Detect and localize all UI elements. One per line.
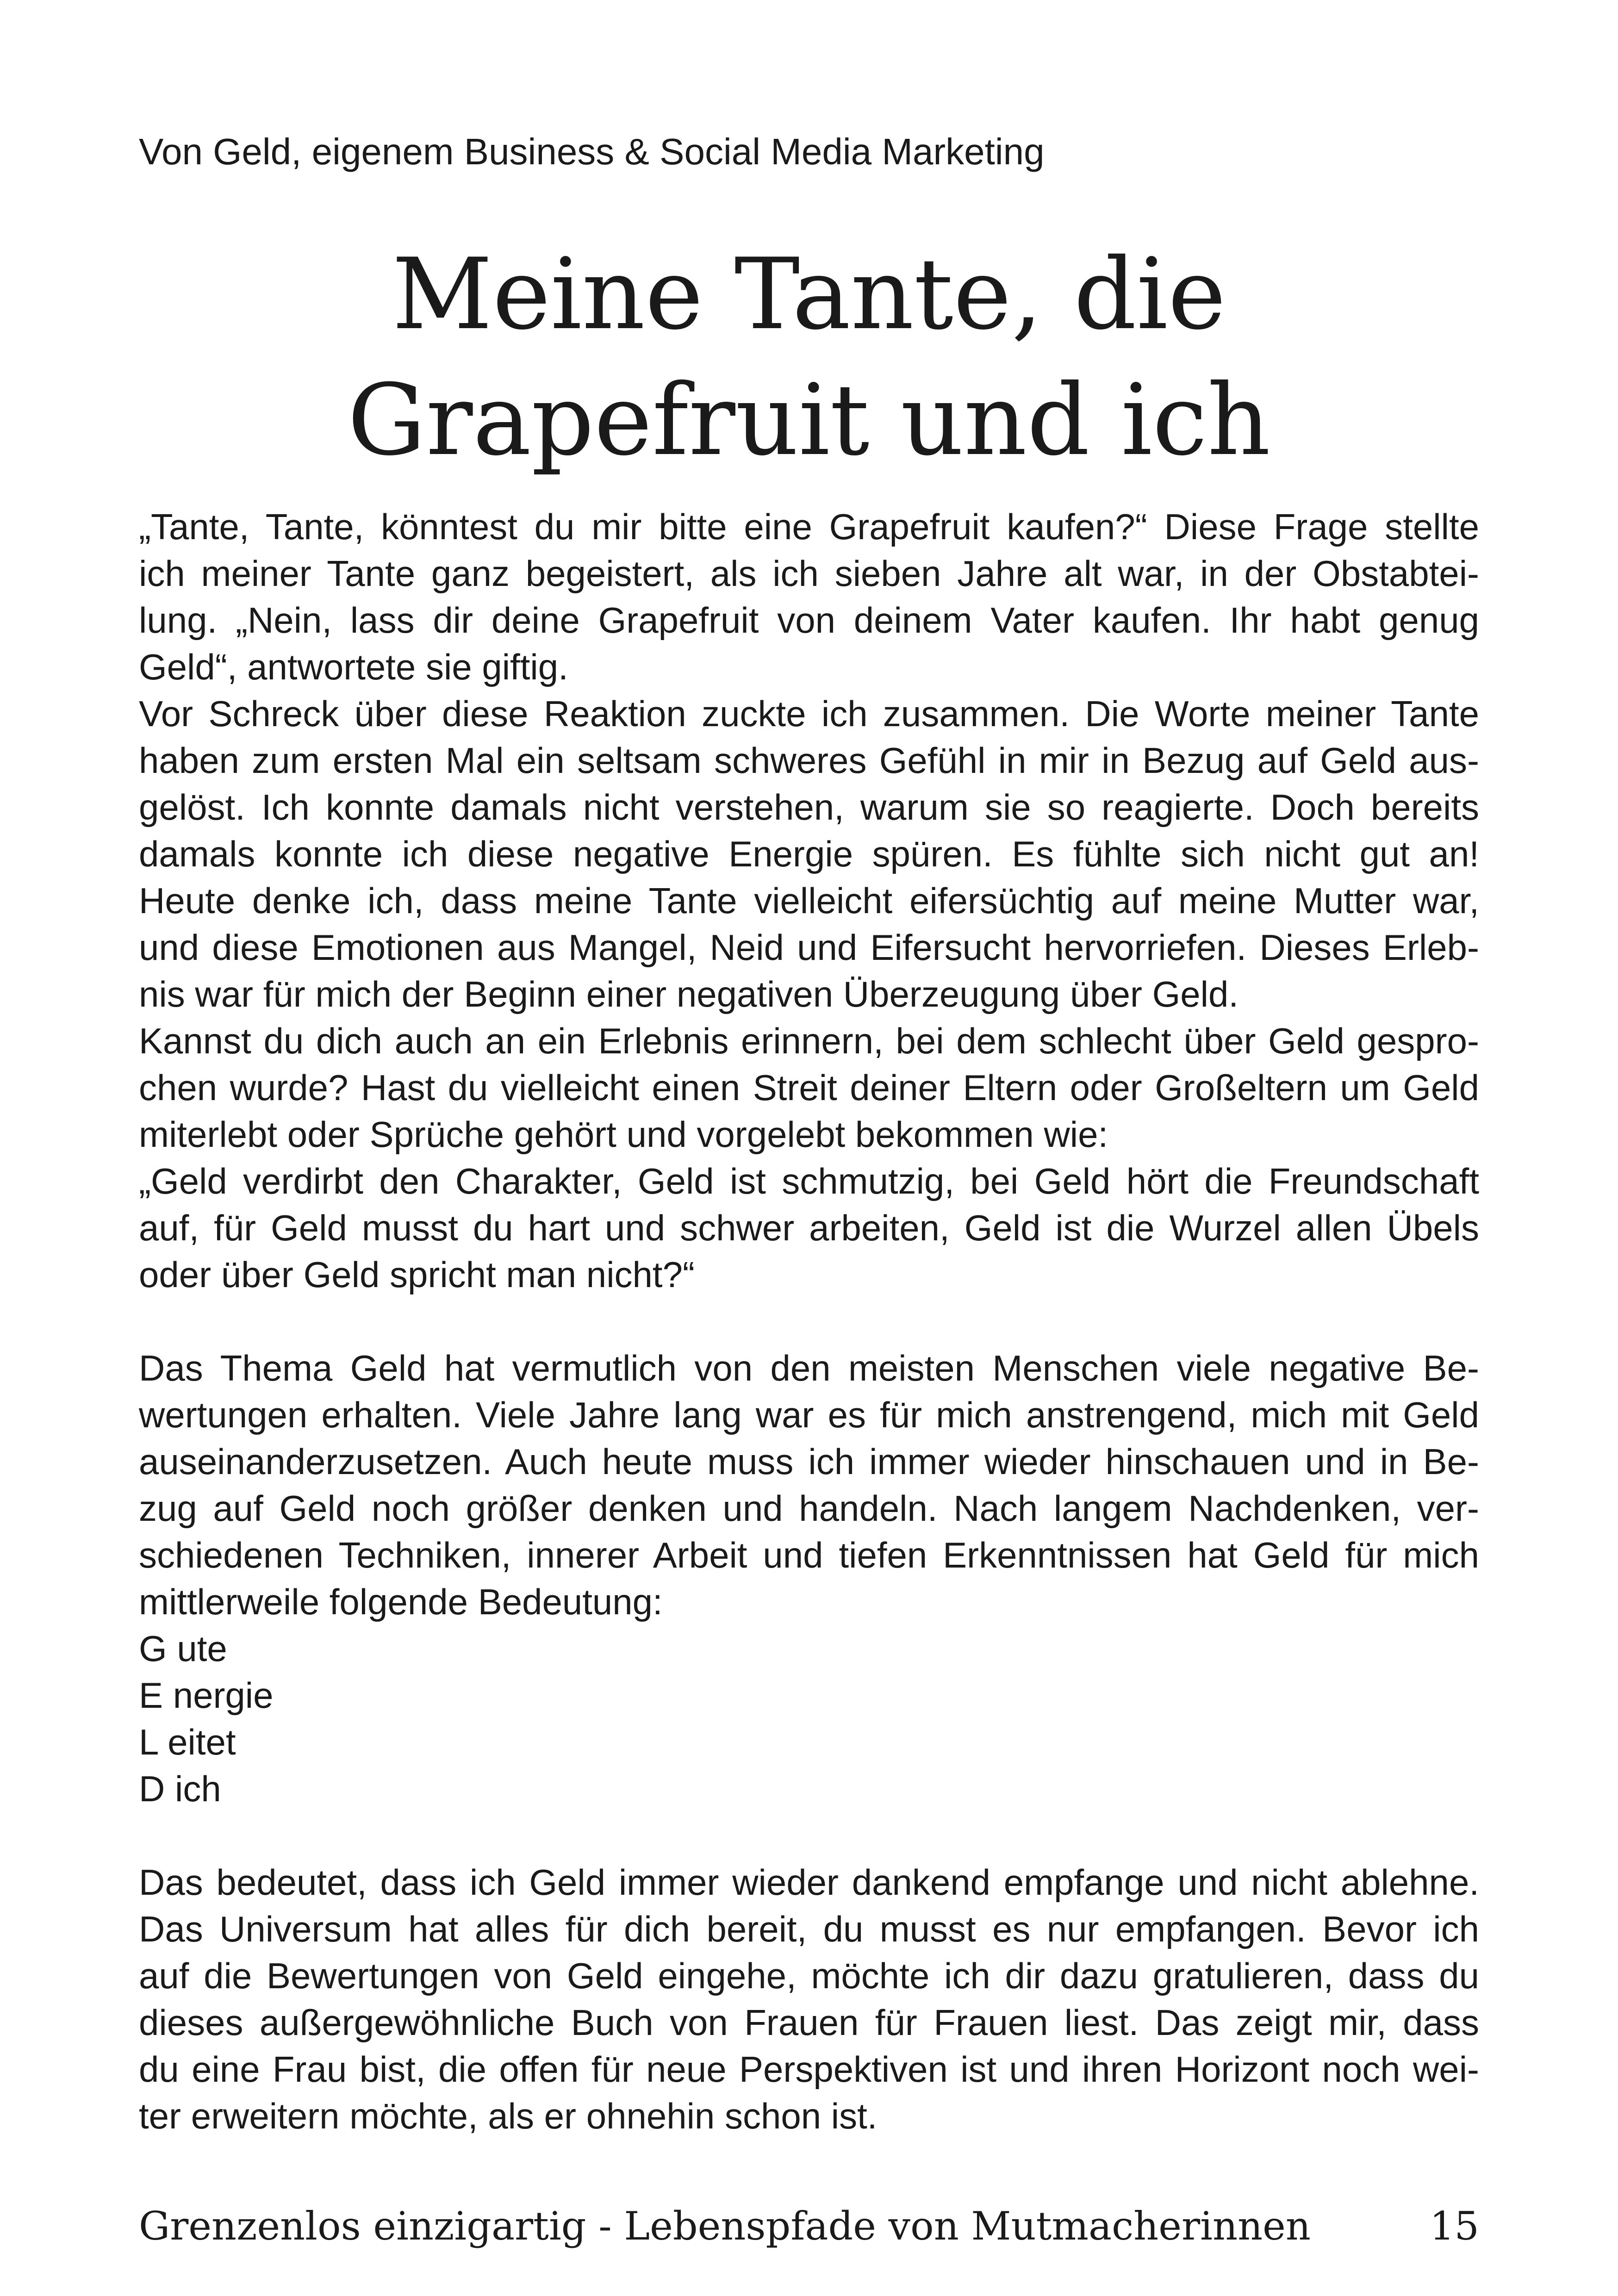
text-line: Geld“, antwortete sie giftig. [139,647,568,687]
text-line: Heute denke ich, dass meine Tante vielleicht eifersüchtig auf meine Mutter war, [139,880,1479,921]
chapter-title-line-1: Meine Tante, die [392,237,1226,351]
text-line: ich meiner Tante ganz begeistert, als ich sieben Jahre alt war, in der Obstabtei- [139,553,1479,594]
body-text [139,504,1479,2140]
text-line: chen wurde? Hast du vielleicht einen Streit deiner Eltern oder Großeltern um Geld [139,1067,1479,1108]
text-line: damals konnte ich diese negative Energie spüren. Es fühlte sich nicht gut an! [139,834,1479,874]
paragraph-gap [139,1812,1479,1859]
chapter-title [139,231,1479,483]
text-line: mittlerweile folgende Bedeutung: [139,1581,663,1622]
paragraph-gap [139,1298,1479,1345]
text-line: dieses außergewöhnliche Buch von Frauen für Frauen liest. Das zeigt mir, dass [139,2002,1479,2043]
acronym-line-e: E nergie [139,1675,274,1716]
text-line: zug auf Geld noch größer denken und handeln. Nach langem Nachdenken, ver- [139,1488,1479,1529]
footer-book-title: Grenzenlos einzigartig - Lebenspfade von Mutmacherinnen [139,2203,1311,2249]
acronym-line-l: L eitet [139,1722,236,1762]
quote-line: oder über Geld spricht man nicht?“ [139,1254,695,1295]
text-line: lung. „Nein, lass dir deine Grapefruit von deinem Vater kaufen. Ihr habt genug [139,600,1479,641]
text-line: wertungen erhalten. Viele Jahre lang war es für mich anstrengend, mich mit Geld [139,1394,1479,1435]
quote-line: auf, für Geld musst du hart und schwer arbeiten, Geld ist die Wurzel allen Übels [139,1207,1479,1248]
page-number: 15 [1430,2203,1479,2249]
text-line: miterlebt oder Sprüche gehört und vorgelebt bekommen wie: [139,1114,1108,1155]
text-line: Kannst du dich auch an ein Erlebnis erinnern, bei dem schlecht über Geld gespro- [139,1020,1479,1061]
text-line: auf die Bewertungen von Geld eingehe, möchte ich dir dazu gratulieren, dass du [139,1955,1479,1996]
text-line: ter erweitern möchte, als er ohnehin schon ist. [139,2096,877,2136]
text-line: Vor Schreck über diese Reaktion zuckte ich zusammen. Die Worte meiner Tante [139,693,1479,734]
text-line: Das bedeutet, dass ich Geld immer wieder dankend empfange und nicht ablehne. [139,1862,1479,1903]
acronym-line-g: G ute [139,1628,227,1669]
text-line: gelöst. Ich konnte damals nicht verstehen, warum sie so reagierte. Doch bereits [139,787,1479,828]
text-line: auseinanderzusetzen. Auch heute muss ich immer wieder hinschauen und in Be- [139,1441,1479,1482]
text-line: du eine Frau bist, die offen für neue Perspektiven ist und ihren Horizont noch wei- [139,2049,1479,2090]
running-head: Von Geld, eigenem Business & Social Media Marketing [139,131,1045,172]
text-line: haben zum ersten Mal ein seltsam schweres Gefühl in mir in Bezug auf Geld aus- [139,740,1479,781]
text-line: nis war für mich der Beginn einer negativen Überzeugung über Geld. [139,974,1239,1014]
text-line: Das Thema Geld hat vermutlich von den meisten Menschen viele negative Be- [139,1348,1479,1388]
chapter-title-line-2: Grapefruit und ich [347,363,1271,477]
text-line: schiedenen Techniken, innerer Arbeit und tiefen Erkenntnissen hat Geld für mich [139,1535,1479,1575]
text-line: und diese Emotionen aus Mangel, Neid und Eifersucht hervorriefen. Dieses Erleb- [139,927,1479,968]
quote-line: „Geld verdirbt den Charakter, Geld ist schmutzig, bei Geld hört die Freundschaft [139,1161,1479,1201]
text-line: Das Universum hat alles für dich bereit, du musst es nur empfangen. Bevor ich [139,1909,1479,1949]
text-line: „Tante, Tante, könntest du mir bitte eine Grapefruit kaufen?“ Diese Frage stellte [139,506,1479,547]
acronym-line-d: D ich [139,1768,221,1809]
